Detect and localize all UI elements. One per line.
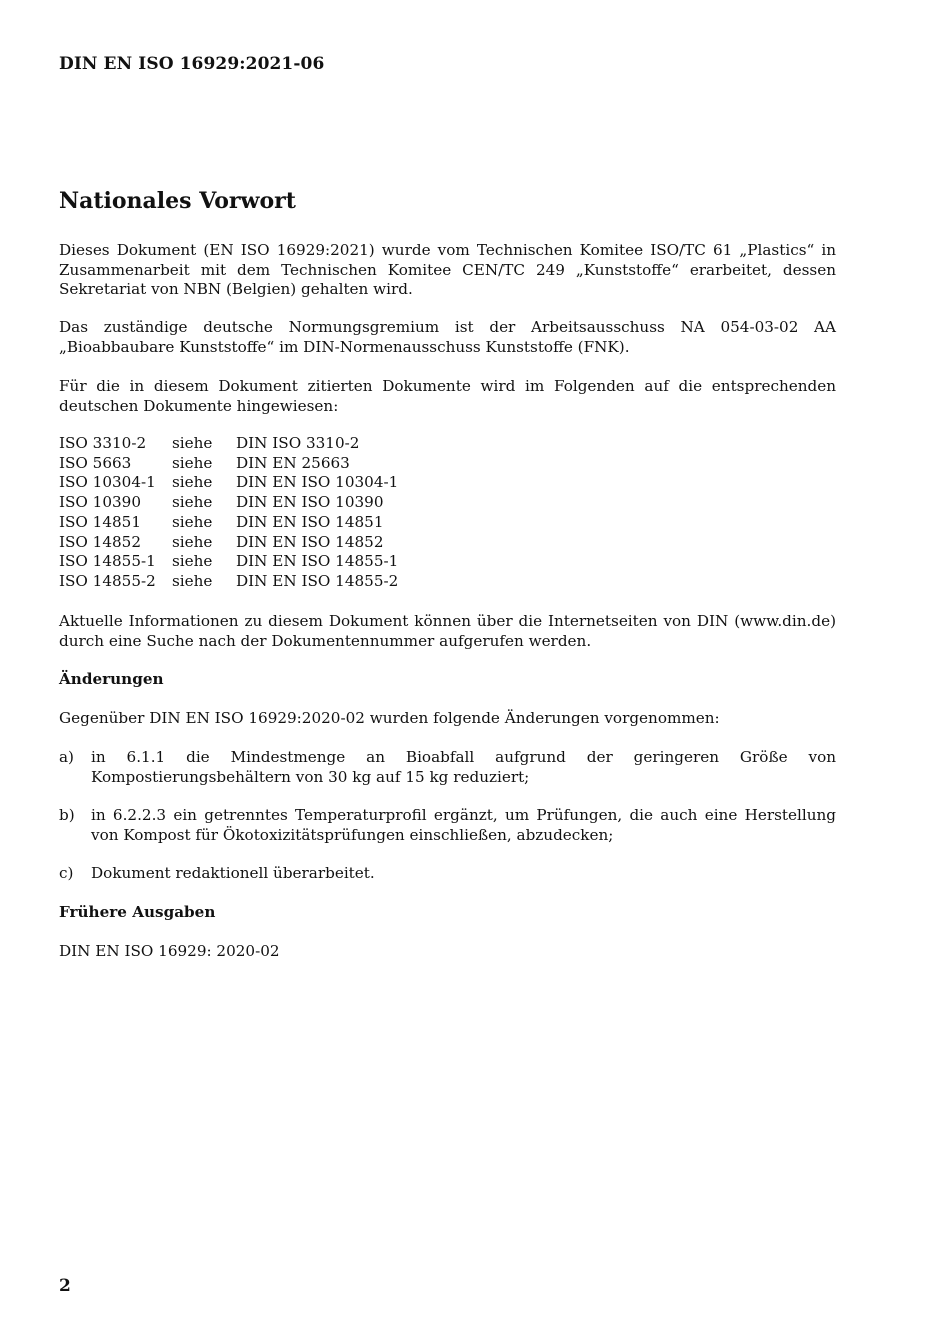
list-item <box>59 806 836 845</box>
reference-din: DIN EN ISO 14851 <box>236 512 384 531</box>
reference-iso: ISO 14855-2 <box>59 571 156 590</box>
list-text: in 6.1.1 die Mindestmenge an Bioabfall aufgrund der geringeren Größe von Kompostierungsbehältern von 30 kg auf 15 kg reduziert; <box>91 748 836 786</box>
reference-iso: ISO 14852 <box>59 532 141 551</box>
reference-iso: ISO 3310-2 <box>59 434 147 452</box>
paragraph-references-intro: Für die in diesem Dokument zitierten Dokumente wird im Folgenden auf die entsprechenden deutschen Dokumente hingewiesen: <box>59 377 836 415</box>
reference-row <box>59 493 398 513</box>
page-title: Nationales Vorwort <box>59 188 296 214</box>
reference-din: DIN EN 25663 <box>236 453 350 472</box>
reference-see: siehe <box>172 552 213 571</box>
reference-din: DIN EN ISO 14852 <box>236 532 384 551</box>
reference-din: DIN EN ISO 14855-1 <box>236 552 399 571</box>
running-header: DIN EN ISO 16929:2021-06 <box>59 54 325 74</box>
reference-iso: ISO 14851 <box>59 512 141 531</box>
list-item <box>59 864 836 884</box>
reference-see: siehe <box>172 532 213 551</box>
paragraph-committee: Dieses Dokument (EN ISO 16929:2021) wurde vom Technischen Komitee ISO/TC 61 „Plastics“ in Zusammenarbeit mit dem Technischen Komitee CEN/TC 249 „Kunststoffe“ erarbeitet, dessen Sekretariat von NBN (Belgien) gehalten wird. <box>59 241 836 299</box>
reference-see: siehe <box>172 493 213 512</box>
reference-row <box>59 513 398 533</box>
list-text: Dokument redaktionell überarbeitet. <box>91 864 375 882</box>
reference-din: DIN EN ISO 10304-1 <box>236 473 399 492</box>
reference-row <box>59 434 398 454</box>
previous-editions-heading: Frühere Ausgaben <box>59 903 216 921</box>
reference-iso: ISO 14855-1 <box>59 552 156 571</box>
paragraph-standards-body: Das zuständige deutsche Normungsgremium ist der Arbeitsausschuss NA 054-03-02 AA „Bioabbaubare Kunststoffe“ im DIN-Normenausschuss Kunststoffe (FNK). <box>59 318 836 356</box>
list-item <box>59 748 836 787</box>
reference-row <box>59 533 398 553</box>
list-marker: c) <box>59 864 74 882</box>
reference-row <box>59 552 398 572</box>
reference-row <box>59 454 398 474</box>
list-marker: a) <box>59 748 74 766</box>
reference-see: siehe <box>172 473 213 492</box>
reference-see: siehe <box>172 512 213 531</box>
list-text: in 6.2.2.3 ein getrenntes Temperaturprofil ergänzt, um Prüfungen, die auch eine Herstellung von Kompost für Ökotoxizitätsprüfungen einschließen, abzudecken; <box>91 806 836 844</box>
reference-din: DIN EN ISO 10390 <box>236 493 384 512</box>
reference-see: siehe <box>172 571 213 590</box>
previous-editions-text: DIN EN ISO 16929: 2020-02 <box>59 942 280 960</box>
reference-iso: ISO 10304-1 <box>59 473 156 492</box>
reference-din: DIN ISO 3310-2 <box>236 434 360 452</box>
reference-iso: ISO 5663 <box>59 453 132 472</box>
paragraph-din-info: Aktuelle Informationen zu diesem Dokument können über die Internetseiten von DIN (www.din.de) durch eine Suche nach der Dokumentennummer aufgerufen werden. <box>59 612 836 650</box>
list-marker: b) <box>59 806 75 824</box>
changes-heading: Änderungen <box>59 670 164 688</box>
reference-table <box>59 434 398 592</box>
page-number: 2 <box>59 1276 71 1296</box>
reference-row <box>59 473 398 493</box>
reference-row <box>59 572 398 592</box>
reference-see: siehe <box>172 434 213 452</box>
changes-intro: Gegenüber DIN EN ISO 16929:2020-02 wurden folgende Änderungen vorgenommen: <box>59 709 720 727</box>
reference-iso: ISO 10390 <box>59 493 141 512</box>
reference-din: DIN EN ISO 14855-2 <box>236 571 399 590</box>
reference-see: siehe <box>172 453 213 472</box>
